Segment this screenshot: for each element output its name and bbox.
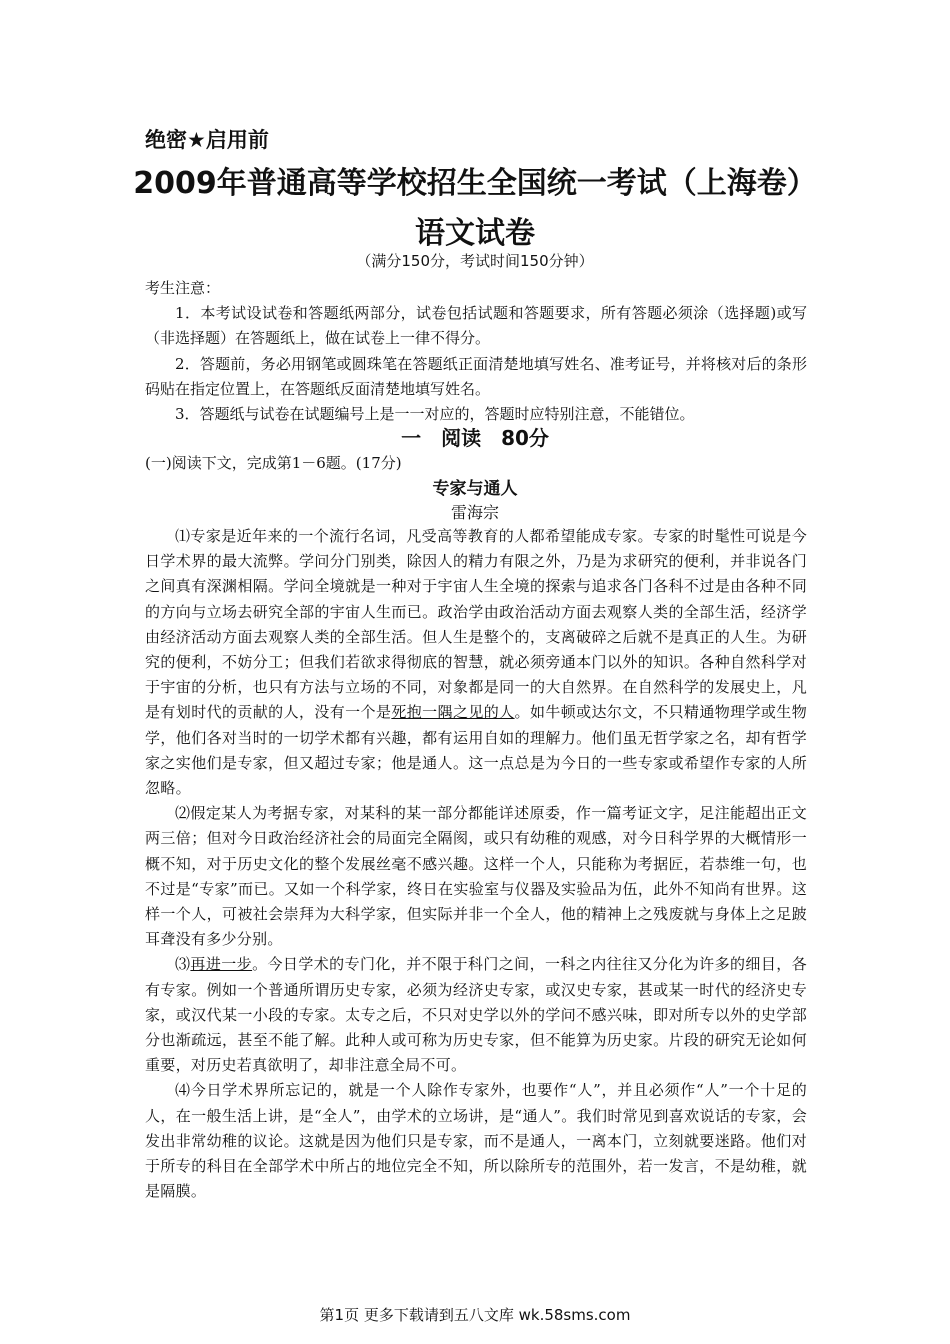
reading-instruction: (一)阅读下文，完成第1－6题。(17分) [145, 454, 402, 472]
paragraph-text: 。如牛顿或达尔文，不只精通物理学或生物学，他们各对当时的一切学术都有兴趣，都有运用自如的理解力。他们虽无哲学家之名，却有哲学家之实他们是专家，但又超过专家；他是通人。这一点总是为今日的一些专家或希望作专家的人所忽略。 [145, 703, 807, 798]
article-paragraph-2: ⑵假定某人为考据专家，对某科的某一部分都能详述原委，作一篇考证文字，足注能超出正文两三倍；但对今日政治经济社会的局面完全隔阂，或只有幼稚的观感，对今日科学界的大概情形一概不知，对于历史文化的整个发展丝毫不感兴趣。这样一个人，只能称为考据匠，若恭维一句，也不过是“专家”而已。又如一个科学家，终日在实验室与仪器及实验品为伍，此外不知尚有世界。这样一个人，可被社会崇拜为大科学家，但实际并非一个全人，他的精神上之残废就与身体上之足跛耳聋没有多少分别。 [145, 804, 807, 949]
paragraph-text: ⑶ [175, 955, 191, 974]
article-paragraph-3 [145, 952, 807, 1078]
underlined-phrase: 死抱一隅之见的人 [391, 703, 515, 722]
paper-subject-title: 语文试卷 [415, 216, 535, 251]
underlined-phrase: 再进一步 [190, 955, 253, 974]
paragraph-text: ⑴专家是近年来的一个流行名词，凡受高等教育的人都希望能成专家。专家的时髦性可说是今日学术界的最大流弊。学问分门别类，除因人的精力有限之外，乃是为求研究的便利，并非说各门之间真有深渊相隔。学问全境就是一种对于宇宙人生全境的探索与追求各门各科不过是由各种不同的方向与立场去研究全部的宇宙人生而已。政治学由政治活动方面去观察人类的全部生活，经济学由经济活动方面去观察人类的全部生活。但人生是整个的，支离破碎之后就不是真正的人生。为研究的便利，不妨分工；但我们若欲求得彻底的智慧，就必须旁通本门以外的知识。各种自然科学对于宇宙的分析，也只有方法与立场的不同，对象都是同一的大自然界。在自然科学的发展史上，凡是有划时代的贡献的人，没有一个是 [145, 527, 807, 722]
confidential-mark: 绝密★启用前 [145, 128, 269, 152]
article-body [145, 524, 807, 1204]
page-footer: 第1页 更多下载请到五八文库 wk.58sms.com [319, 1306, 631, 1324]
article-paragraph-4: ⑷今日学术界所忘记的，就是一个人除作专家外，也要作“人”，并且必须作“人”一个十足的人，在一般生活上讲，是“全人”，由学术的立场讲，是“通人”。我们时常见到喜欢说话的专家，会发出非常幼稚的议论。这就是因为他们只是专家，而不是通人，一离本门，立刻就要迷路。他们对于所专的科目在全部学术中所占的地位完全不知，所以除所专的范围外，若一发言，不是幼稚，就是隔膜。 [145, 1081, 807, 1201]
exam-title: 2009年普通高等学校招生全国统一考试（上海卷） [133, 166, 817, 201]
score-time-info: （满分150分，考试时间150分钟） [356, 252, 594, 270]
candidate-notes [145, 276, 807, 427]
note-item: 1．本考试设试卷和答题纸两部分，试卷包括试题和答题要求，所有答题必须涂（选择题)或写（非选择题）在答题纸上，做在试卷上一律不得分。 [145, 304, 807, 348]
section-heading: 一 阅读 80分 [401, 426, 549, 450]
note-item: 2．答题前，务必用钢笔或圆珠笔在答题纸正面清楚地填写姓名、准考证号，并将核对后的条形码贴在指定位置上，在答题纸反面清楚地填写姓名。 [145, 354, 807, 398]
notes-heading: 考生注意： [145, 279, 221, 297]
paragraph-text: 。今日学术的专门化，并不限于科门之间，一科之内往往又分化为许多的细目，各有专家。例如一个普通所谓历史专家，必须为经济史专家，或汉史专家，甚或某一时代的经济史专家，或汉代某一小段的专家。太专之后，不只对史学以外的学问不感兴味，即对所专以外的史学部分也渐疏远，甚至不能了解。此种人或可称为历史专家，但不能算为历史家。片段的研究无论如何重要，对历史若真欲明了，却非注意全局不可。 [145, 955, 807, 1075]
article-title: 专家与通人 [432, 479, 518, 499]
note-item: 3．答题纸与试卷在试题编号上是一一对应的，答题时应特别注意，不能错位。 [175, 405, 695, 424]
article-author: 雷海宗 [450, 503, 499, 522]
article-paragraph-1 [145, 524, 807, 801]
